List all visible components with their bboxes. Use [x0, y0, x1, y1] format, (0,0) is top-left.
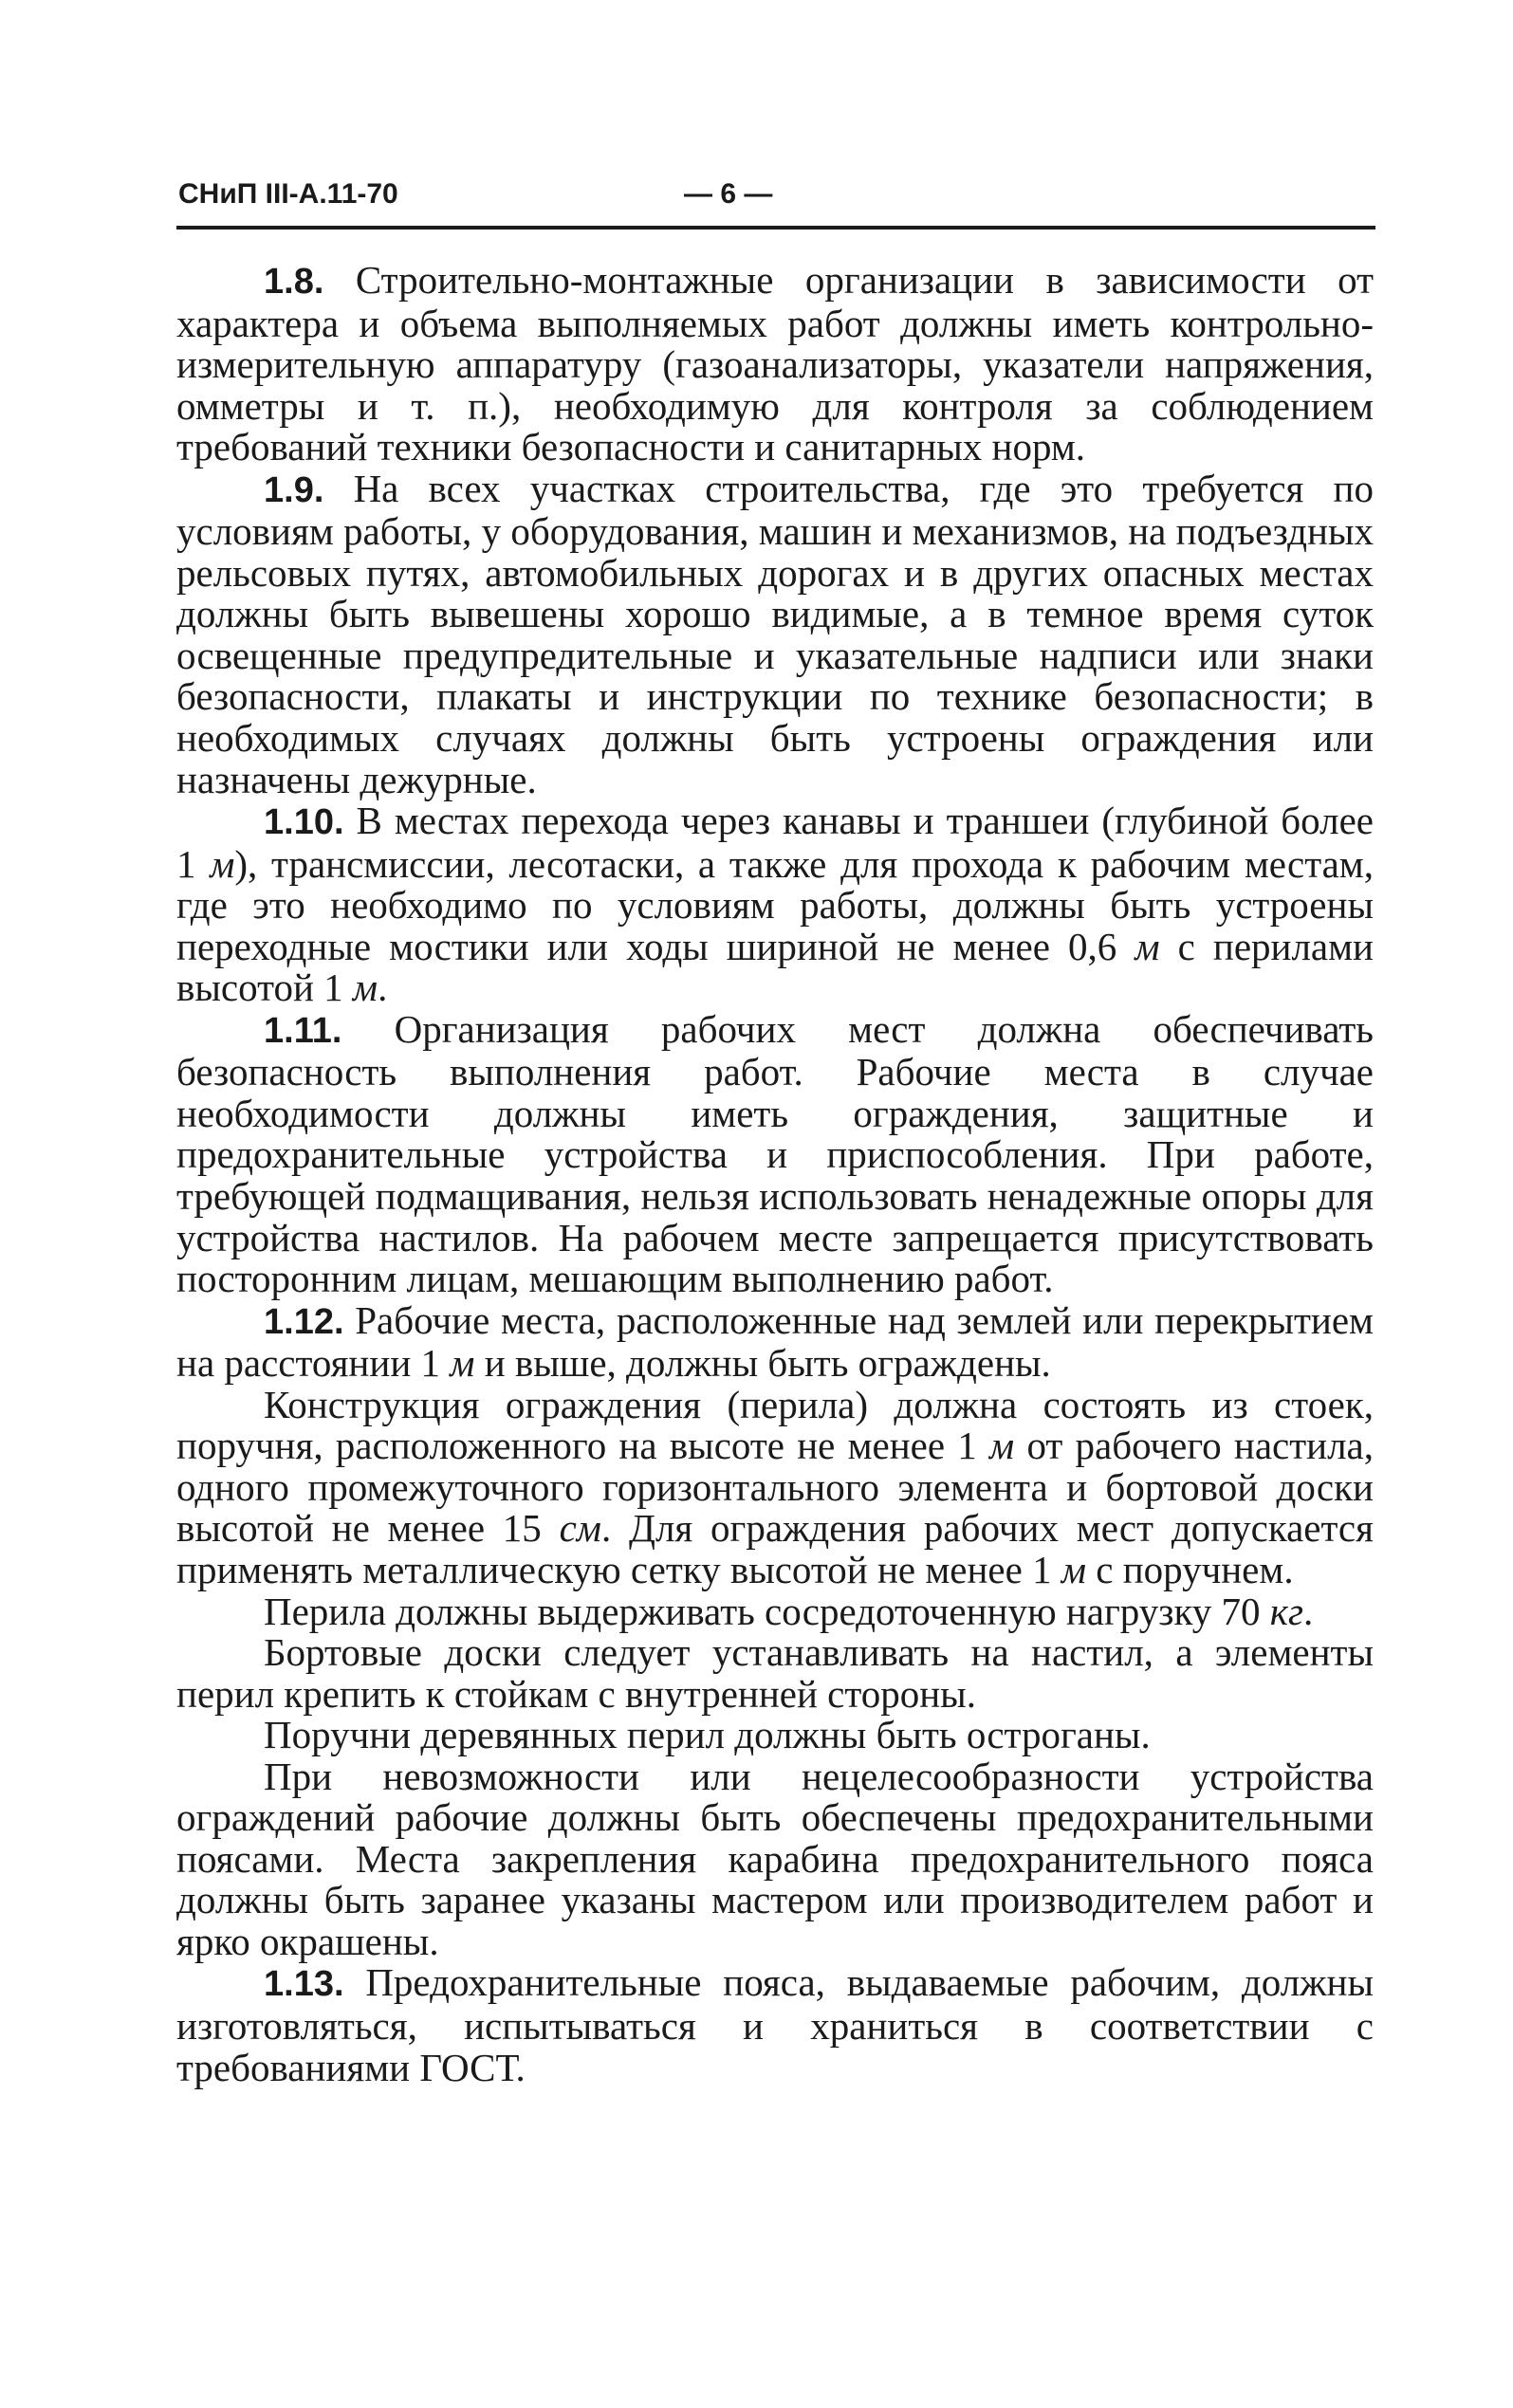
paragraph-1-12-safety-belts: При невозможности или нецелесообразности устройства ограждений рабочие должны быть обеспечены предохранительными поясами. Места закрепления карабина предохранительного пояса должны быть заранее указаны мастером или производителем работ и ярко окрашены. [176, 1754, 1374, 1963]
paragraph-1-8 [176, 260, 1374, 469]
header-rule [176, 226, 1375, 230]
unit-sm: см [559, 1506, 601, 1551]
paragraph-text: Перила должны выдерживать сосредоточенную нагрузку 70 [264, 1589, 1270, 1633]
paragraph-text: Конструкция ограждения (перила) должна состоять из стоек, поручня, расположенного на высоте не менее 1 [176, 1382, 1374, 1468]
paragraph-number: 1.13. [264, 1964, 344, 2005]
paragraph-1-13 [176, 1962, 1374, 2088]
paragraph-1-12-railing-construction [176, 1382, 1375, 1591]
paragraph-number: 1.8. [264, 262, 324, 302]
paragraph-1-12-side-boards: Бортовые доски следует устанавливать на настил, а элементы перил крепить к стойкам с внутренней стороны. [176, 1630, 1374, 1716]
paragraph-text: с перилами высотой 1 [176, 924, 1374, 1010]
paragraph-text: Рабочие места, расположенные над землей или перекрытием на расстоянии 1 [176, 1297, 1374, 1386]
paragraph-1-12-handrails: Поручни деревянных перил должны быть остроганы. [264, 1713, 1151, 1757]
unit-m: м [210, 841, 235, 886]
paragraph-text: . Для ограждения рабочих мест допускается применять металлическую сетку высотой не менее 1 [176, 1506, 1374, 1591]
paragraph-text: ), трансмиссии, лесотаски, а также для прохода к рабочим местам, где это необходимо по условиям работы, должны быть устроены переходные мостики или ходы шириной не менее 0,6 [176, 841, 1375, 968]
unit-m: м [352, 965, 378, 1010]
paragraph-number: 1.10. [264, 802, 344, 843]
paragraph-1-12 [176, 1297, 1374, 1386]
paragraph-1-10 [176, 800, 1374, 1009]
paragraph-text: с поручнем. [1086, 1547, 1294, 1591]
unit-kg: кг [1269, 1589, 1303, 1633]
unit-m: м [989, 1424, 1015, 1468]
paragraph-text: от рабочего настила, одного промежуточного горизонтального элемента и бортовой доски высотой не менее 15 [176, 1424, 1375, 1551]
page-header [178, 175, 1374, 220]
paragraph-text: . [1302, 1589, 1314, 1633]
paragraph-text: На всех участках строительства, где это требуется по условиям работы, у оборудования, машин и механизмов, на подъездных рельсовых путях, автомобильных дорогах и в других опасных местах должны быть вывешены хорошо видимые, а в темное время суток освещенные предупредительные и указательные надписи или знаки безопасности, плакаты и инструкции по технике безопасности; в необходимых случаях должны быть устроены ограждения или назначены дежурные. [176, 466, 1374, 801]
unit-m: м [450, 1341, 475, 1386]
paragraph-text: Организация рабочих мест должна обеспечивать безопасность выполнения работ. Рабочие места в случае необходимости должны иметь ограждения, защитные и предохранительные устройства и приспособления. При работе, требующей подмащивания, нельзя использовать ненадежные опоры для устройства настилов. На рабочем месте запрещается присутствовать посторонним лицам, мешающим выполнению работ. [176, 1006, 1374, 1301]
document-code: СНиП III-А.11-70 [178, 178, 398, 210]
paragraph-text: Предохранительные пояса, выдаваемые рабочим, должны изготовляться, испытываться и храниться в соответствии с требованиями ГОСТ. [176, 1960, 1374, 2089]
paragraph-text: . [378, 965, 388, 1010]
paragraph-text: и выше, должны быть ограждены. [474, 1341, 1051, 1386]
document-body [176, 260, 1374, 2088]
unit-m: м [1061, 1547, 1087, 1591]
unit-m: м [1135, 924, 1160, 968]
paragraph-1-12-railing-load [176, 1591, 1374, 1633]
paragraph-1-9 [176, 466, 1374, 801]
paragraph-number: 1.9. [264, 469, 324, 510]
paragraph-text: Строительно-монтажные организации в зависимости от характера и объема выполняемых работ должны иметь контрольно-измерительную аппаратуру (газоанализаторы, указатели напряжения, омметры и т. п.), необходимую для контроля за соблюдением требований техники безопасности и санитарных норм. [176, 258, 1374, 469]
paragraph-number: 1.12. [264, 1301, 344, 1342]
paragraph-text: В местах перехода через канавы и траншеи (глубиной более 1 [176, 799, 1374, 886]
paragraph-1-11 [176, 1006, 1374, 1301]
paragraph-number: 1.11. [264, 1010, 342, 1051]
page-number: — 6 — [684, 178, 773, 210]
